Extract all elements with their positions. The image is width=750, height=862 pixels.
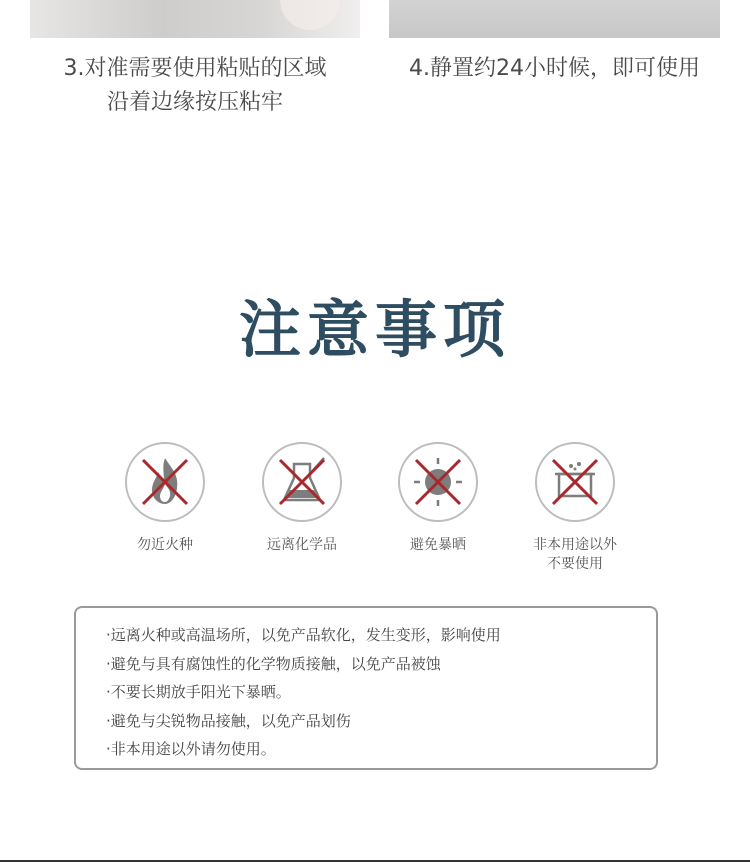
warning-label: 勿近火种 [137,537,193,553]
step4-caption [389,52,720,86]
note-item: ·非本用途以外请勿使用。 [106,740,276,758]
step3-caption [30,52,360,120]
warning-no-chemicals [242,442,362,555]
warning-label-line1: 非本用途以外 [533,537,617,553]
no-fire-icon [125,442,205,522]
section-title: 注意事项 [238,293,511,366]
warning-label [515,536,635,574]
no-other-use-icon [535,442,615,522]
note-item: ·不要长期放手阳光下暴晒。 [106,683,291,701]
step4-caption-line1: 4.静置约24小时候，即可使用 [409,56,700,81]
step3-caption-line2: 沿着边缘按压粘牢 [106,90,283,115]
step3-photo [30,0,360,38]
step3-caption-line1: 3.对准需要使用粘贴的区域 [63,56,327,81]
warning-label: 远离化学品 [267,537,337,553]
warning-label-line2: 不要使用 [547,556,603,572]
note-item: ·避免与尖锐物品接触，以免产品划伤 [106,711,351,730]
note-item: ·远离火种或高温场所，以免产品软化，发生变形，影响使用 [106,626,501,644]
warning-no-fire [105,442,225,555]
no-chemicals-icon [262,442,342,522]
warning-label: 避免暴晒 [410,537,466,553]
note-item: ·避免与具有腐蚀性的化学物质接触，以免产品被蚀 [106,654,441,673]
warning-no-sun [378,442,498,555]
step4-photo [389,0,720,38]
warning-no-other-use [515,442,635,574]
no-sun-icon [398,442,478,522]
notes-box [74,606,658,770]
